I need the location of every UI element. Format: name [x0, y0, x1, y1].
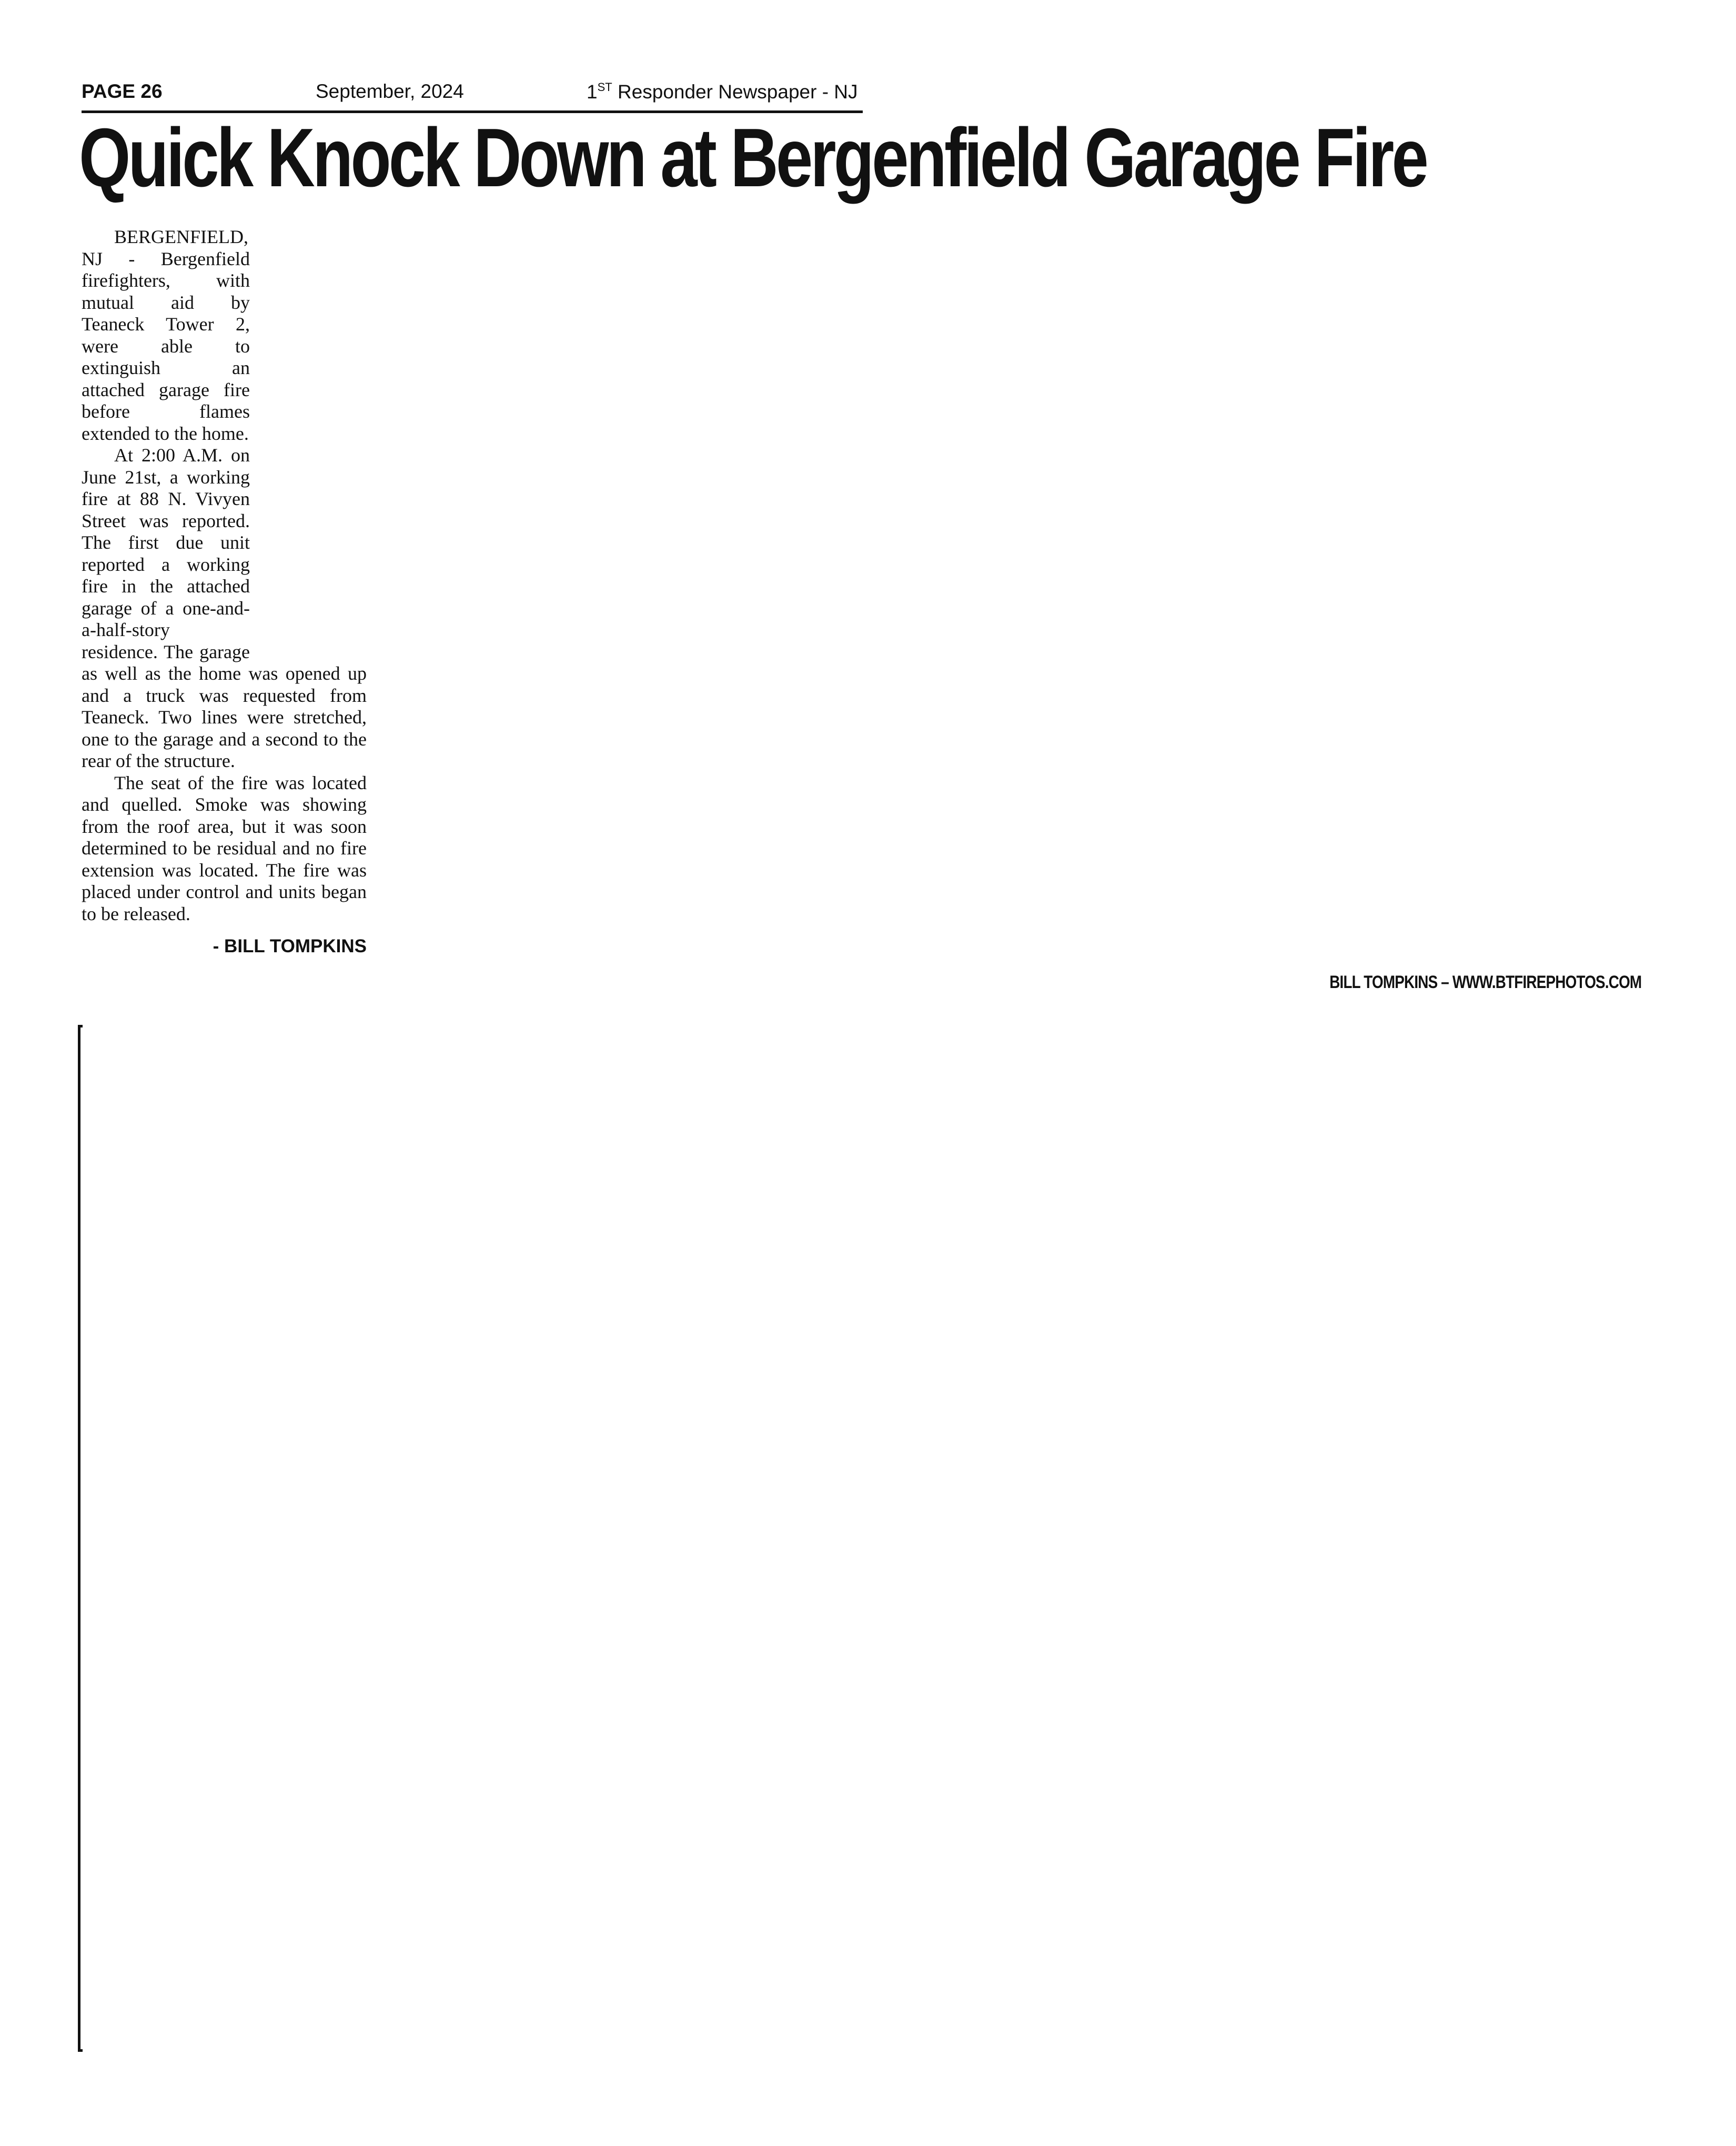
publication-name — [587, 80, 858, 103]
page-folio — [82, 79, 863, 113]
article-paragraph-1: BERGENFIELD, NJ - Bergenfield firefighters, with mutual aid by Teaneck Tower 2, were able to extinguish an attached garage fire before flames extended to the home. — [82, 226, 250, 444]
publication-rest: Responder Newspaper - NJ — [612, 81, 858, 103]
article-paragraph-3: The seat of the fire was located and quelled. Smoke was showing from the roof area, but it was soon determined to be residual and no fire extension was located. The fire was placed under control and units began to be released. — [82, 772, 367, 924]
byline: - BILL TOMPKINS — [213, 936, 367, 956]
issue-date: September, 2024 — [316, 80, 464, 102]
photo-credit: BILL TOMPKINS – WWW.BTFIREPHOTOS.COM — [1329, 972, 1641, 992]
publication-superscript: ST — [597, 80, 612, 94]
article-body — [82, 226, 367, 958]
publication-prefix: 1 — [587, 81, 598, 103]
photo-frame-rule — [78, 1025, 80, 2052]
headline: Quick Knock Down at Bergenfield Garage Fire — [79, 112, 1427, 204]
text-wrap-area — [250, 316, 367, 658]
article-paragraph-2: At 2:00 A.M. on June 21st, a working fire at 88 N. Vivyen Street was reported. The first due unit reported a working fire in the attached garage of a one-and-a-half-story residence. The garage as well as the home was opened up and a truck was requested from Teaneck. Two lines were stretched, one to the garage and a second to the rear of the structure. — [82, 445, 367, 771]
page-number: PAGE 26 — [82, 80, 163, 102]
